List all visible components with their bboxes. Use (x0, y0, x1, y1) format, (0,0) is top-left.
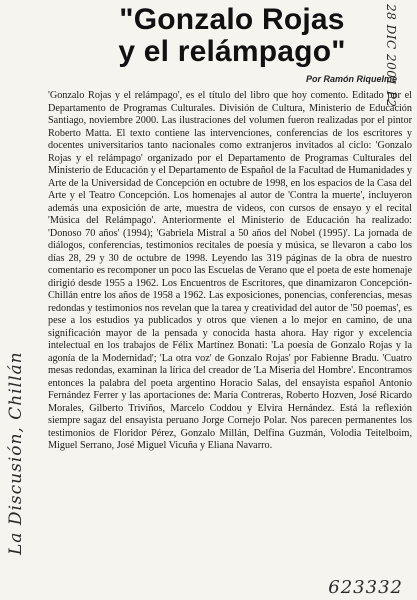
handwritten-date-annotation: 28 DIC 2001 P2 (384, 4, 398, 108)
title-line-1: "Gonzalo Rojas (119, 3, 345, 36)
article-body: 'Gonzalo Rojas y el relámpago', es el título del libro que hoy comento. Editado por el Departamento de Programas Culturales. División de Cultura, Ministerio de Educación Santiago, noviembre 2000. Las ilustraciones del volumen fueron realizadas por el pintor Roberto Matta. El texto contiene las intervenciones, conferencias de los escritores y docentes universitarios tanto nacionales como extranjeros invitados al ciclo: 'Gonzalo Rojas y el relámpago' organizado por el Departamento de Programas Culturales del Ministerio de Educación y el Departamento de Español de la Facultad de Humanidades y Arte de la Universidad de Concepción en octubre de 1998, en los espacios de la Casa del Arte y el Teatro Concepción. Los homenajes al autor de 'Contra la muerte', incluyeron además una exposición de arte, muestra de videos, con cursos de ensayo y el recital 'Música del Relámpago'. Anteriormente el Ministerio de Educación ha realizado: 'Donoso 70 años' (1994); 'Gabriela Mistral a 50 años del Nobel (1995)'. La jornada de diálogos, conferencias, testimonios recitales de poesía y música, se llevaron a cabo los días 28, 29 y 30 de octubre de 1998. Leyendo las 319 páginas de la obra de nuestro comentario es recomponer un poco las Escuelas de Verano que el poeta de este homenaje dirigió desde 1955 a 1962. Los Encuentros de Escritores, que dinamizaron Concepción-Chillán entre los años de 1958 a 1962. Las exposiciones, ponencias, conferencias, mesas redondas y testimonios nos revelan que la tarea y creatividad del autor de '50 poemas', es pese a los estudios ya publicados y otros que vienen a lo mejor en camino, de una significación mayor de la pensada y conocida hasta ahora. Hay rigor y excelencia intelectual en los trabajos de Félix Martínez Bonati: 'La poesía de Gonzalo Rojas y la agonía de la Modernidad'; 'La otra voz' de Gonzalo Rojas' por Fabienne Bradu. 'Cuatro mesas redondas, examinan la lírica del creador de 'La Miseria del Hombre'. Encontramos entonces la palabra del poeta argentino Horacio Salas, del ensayista español Antonio Fernández Ferrer y las aportaciones de: María Contreras, Roberto Hozven, José Ricardo Morales, Gilberto Triviños, Marcelo Coddou y Elvira Hernández. Está la reflexión siempre sagaz del ensayista peruano Jorge Cornejo Polar. Nos parecen permanentes los testimonios de Floridor Pérez, Gonzalo Millán, Delfina Guzmán, Volodia Teitelboim, Miguel Serrano, José Miguel Vicuña y Eliana Navarro. (48, 90, 415, 451)
handwritten-source-annotation: La Discusión, Chillán (6, 351, 26, 555)
author-byline: Por Ramón Riquelme (305, 74, 397, 84)
article-title (52, 4, 412, 68)
handwritten-archive-number: 623332 (328, 577, 403, 598)
title-line-2: y el relámpago" (118, 35, 346, 68)
